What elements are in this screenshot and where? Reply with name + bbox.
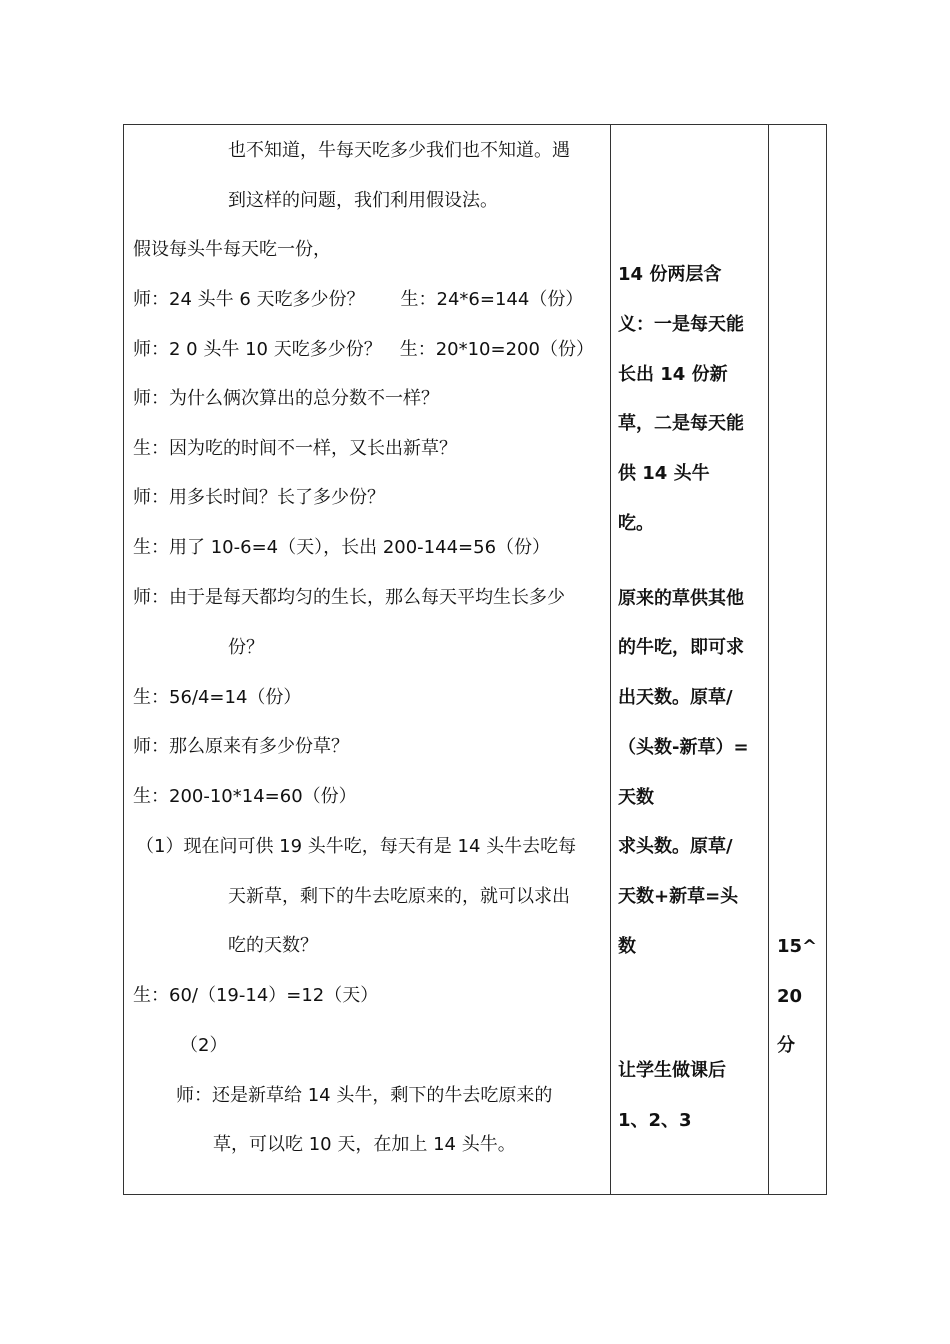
- note-line: 让学生做课后: [618, 1060, 726, 1081]
- text-line: 也不知道，牛每天吃多少我们也不知道。遇: [228, 140, 570, 161]
- time-line: 20: [777, 986, 803, 1007]
- text-line: 到这样的问题，我们利用假设法。: [228, 190, 498, 211]
- note-line: 吃。: [618, 513, 654, 534]
- text-line: 生：60/（19-14）=12（天）: [133, 985, 379, 1006]
- column-divider: [768, 125, 769, 1194]
- column-divider: [610, 125, 611, 1194]
- text-line: 天新草，剩下的牛去吃原来的，就可以求出: [228, 886, 570, 907]
- note-line: 的牛吃，即可求: [618, 637, 744, 658]
- note-line: 原来的草供其他: [618, 588, 744, 609]
- text-line: （2）: [180, 1035, 228, 1056]
- note-line: 天数: [618, 787, 654, 808]
- text-line: 吃的天数？: [228, 935, 318, 956]
- note-line: 义：一是每天能: [618, 314, 744, 335]
- text-line: 师：2 0 头牛 10 天吃多少份？ 生：20*10=200（份）: [133, 339, 594, 360]
- note-line: 草，二是每天能: [618, 413, 744, 434]
- time-line: 15^: [777, 936, 818, 957]
- text-line: 草，可以吃 10 天，在加上 14 头牛。: [213, 1134, 516, 1155]
- time-line: 分: [777, 1035, 795, 1056]
- note-line: 长出 14 份新: [618, 364, 728, 385]
- text-line: 师：那么原来有多少份草？: [133, 736, 349, 757]
- note-line: 供 14 头牛: [618, 463, 710, 484]
- text-line: 师：由于是每天都均匀的生长，那么每天平均生长多少: [133, 587, 565, 608]
- note-line: 求头数。原草/: [618, 836, 733, 857]
- note-line: 1、2、3: [618, 1110, 692, 1131]
- text-line: （1）现在问可供 19 头牛吃，每天有是 14 头牛去吃每: [136, 836, 577, 857]
- text-line: 份？: [228, 637, 264, 658]
- text-line: 生：用了 10-6=4（天），长出 200-144=56（份）: [133, 537, 551, 558]
- text-line: 生：200-10*14=60（份）: [133, 786, 357, 807]
- note-line: 数: [618, 936, 636, 957]
- text-line: 生：因为吃的时间不一样，又长出新草？: [133, 438, 457, 459]
- text-line: 假设每头牛每天吃一份，: [133, 239, 331, 260]
- note-line: 14 份两层含: [618, 264, 722, 285]
- text-line: 师：还是新草给 14 头牛，剩下的牛去吃原来的: [176, 1085, 553, 1106]
- note-line: 出天数。原草/: [618, 687, 733, 708]
- text-line: 师：24 头牛 6 天吃多少份？ 生：24*6=144（份）: [133, 289, 584, 310]
- text-line: 生：56/4=14（份）: [133, 687, 302, 708]
- note-line: 天数+新草=头: [618, 886, 739, 907]
- note-line: （头数-新草）=: [618, 737, 749, 758]
- text-line: 师：用多长时间？长了多少份？: [133, 487, 385, 508]
- text-line: 师：为什么俩次算出的总分数不一样？: [133, 388, 439, 409]
